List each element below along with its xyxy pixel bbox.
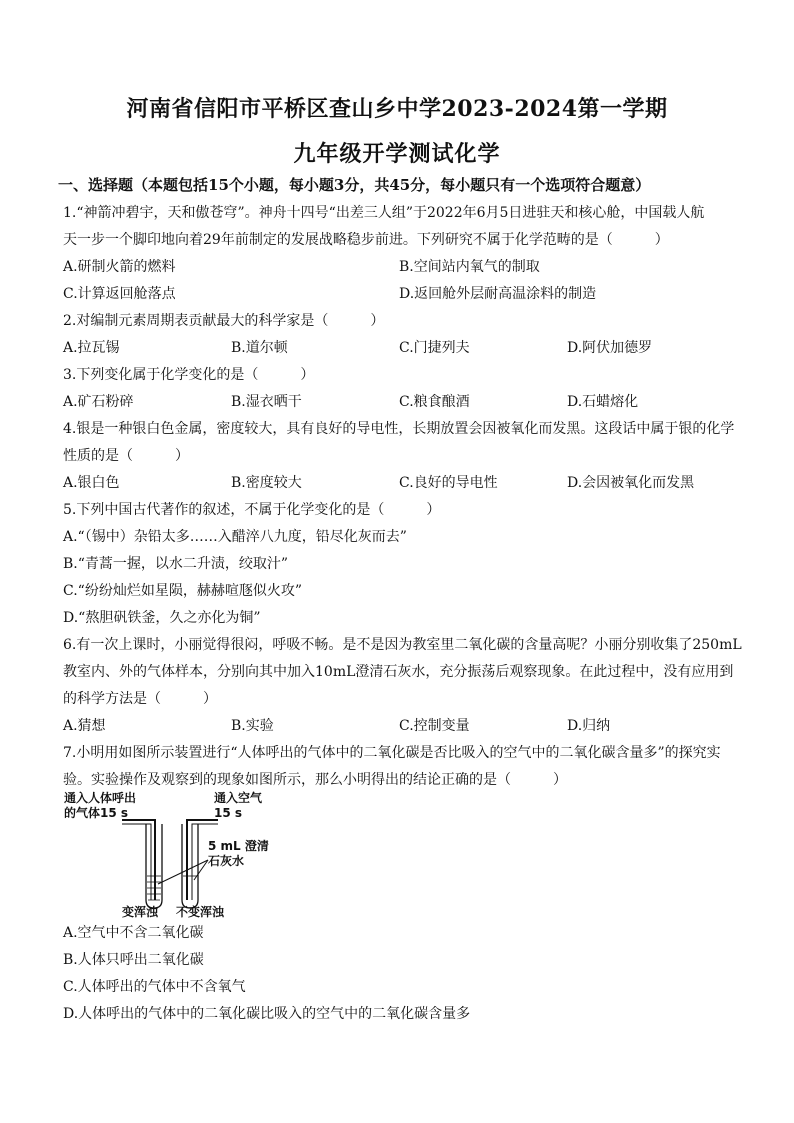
figure-reagent-label-line1: 5 mL 澄清 [208,839,269,853]
figure-right-result: 不变浑浊 [176,905,225,918]
question-7-text-line2: 验。实验操作及观察到的现象如图所示，那么小明得出的结论正确的是（ ） [63,772,567,788]
question-3-option-a: A.矿石粉碎 [63,394,134,410]
question-4-option-c: C.良好的导电性 [399,475,498,491]
pointer-line-left [158,860,208,884]
question-2-option-c: C.门捷列夫 [399,340,470,356]
question-1-option-d: D.返回舱外层耐高温涂料的制造 [399,286,597,302]
question-4-option-a: A.银白色 [63,475,120,491]
figure-left-label-line1: 通入人体呼出 [64,791,137,805]
section-heading: 一、选择题（本题包括15个小题，每小题3分，共45分，每小题只有一个选项符合题意） [58,176,651,194]
question-5-option-c: C.“纷纷灿烂如星陨，赫赫喧豗似火攻” [63,583,302,599]
question-4-text-line2: 性质的是（ ） [63,448,189,464]
question-7-option-d: D.人体呼出的气体中的二氧化碳比吸入的空气中的二氧化碳含量多 [63,1006,471,1022]
figure-right-label-line1: 通入空气 [214,791,263,805]
question-1-option-b: B.空间站内氧气的制取 [399,259,540,275]
figure-left-result: 变浑浊 [122,905,159,918]
question-7-option-c: C.人体呼出的气体中不含氧气 [63,979,246,995]
question-5-option-a: A.“（锡中）杂铅太多……入醋淬八九度，铅尽化灰而去” [63,529,407,545]
question-2-text: 2.对编制元素周期表贡献最大的科学家是（ ） [63,313,385,329]
question-1-text-line2: 天一步一个脚印地向着29年前制定的发展战略稳步前进。下列研究不属于化学范畴的是（ ） [63,232,669,248]
experiment-figure [58,788,288,918]
question-2-option-b: B.道尔顿 [231,340,288,356]
question-2-option-a: A.拉瓦锡 [63,340,120,356]
figure-reagent-label-line2: 石灰水 [208,854,245,868]
question-1-option-c: C.计算返回舱落点 [63,286,176,302]
figure-right-label-line2: 15 s [214,806,243,820]
question-2-option-d: D.阿伏加德罗 [567,340,653,356]
question-6-option-b: B.实验 [231,718,274,734]
question-1-text-line1: 1.“神箭冲碧宇，天和傲苍穹”。神舟十四号“出差三人组”于2022年6月5日进驻天和核心舱，中国载人航 [63,205,705,221]
question-5-option-d: D.“熬胆矾铁釜，久之亦化为铜” [63,610,261,626]
question-3-option-c: C.粮食酿酒 [399,394,470,410]
question-6-option-c: C.控制变量 [399,718,470,734]
question-1-option-a: A.研制火箭的燃料 [63,259,176,275]
question-4-text-line1: 4.银是一种银白色金属，密度较大，具有良好的导电性，长期放置会因被氧化而发黑。这段话中属于银的化学 [63,421,735,437]
exam-subtitle: 九年级开学测试化学 [293,141,501,167]
question-5-text: 5.下列中国古代著作的叙述，不属于化学变化的是（ ） [63,502,441,518]
figure-left-label-line2: 的气体15 s [64,806,129,820]
question-7-text-line1: 7.小明用如图所示装置进行“人体呼出的气体中的二氧化碳是否比吸入的空气中的二氧化碳含量多”的探究实 [63,745,721,761]
question-4-option-d: D.会因被氧化而发黑 [567,475,695,491]
question-3-option-b: B.湿衣晒干 [231,394,302,410]
question-7-option-a: A.空气中不含二氧化碳 [63,925,204,941]
question-5-option-b: B.“青蒿一握，以水二升渍，绞取汁” [63,556,289,572]
question-7-option-b: B.人体只呼出二氧化碳 [63,952,204,968]
test-tube-exhaled [122,820,162,908]
question-6-text-line3: 的科学方法是（ ） [63,691,217,707]
question-6-text-line1: 6.有一次上课时，小丽觉得很闷，呼吸不畅。是不是因为教室里二氧化碳的含量高呢？小丽分别收集了250mL [63,637,742,653]
question-4-option-b: B.密度较大 [231,475,302,491]
question-6-option-a: A.猜想 [63,718,106,734]
question-3-option-d: D.石蜡熔化 [567,394,639,410]
question-6-option-d: D.归纳 [567,718,611,734]
question-3-text: 3.下列变化属于化学变化的是（ ） [63,367,315,383]
question-6-text-line2: 教室内、外的气体样本，分别向其中加入10mL澄清石灰水，充分振荡后观察现象。在此过程中，没有应用到 [63,664,734,680]
exam-title: 河南省信阳市平桥区查山乡中学2023-2024第一学期 [126,96,668,122]
